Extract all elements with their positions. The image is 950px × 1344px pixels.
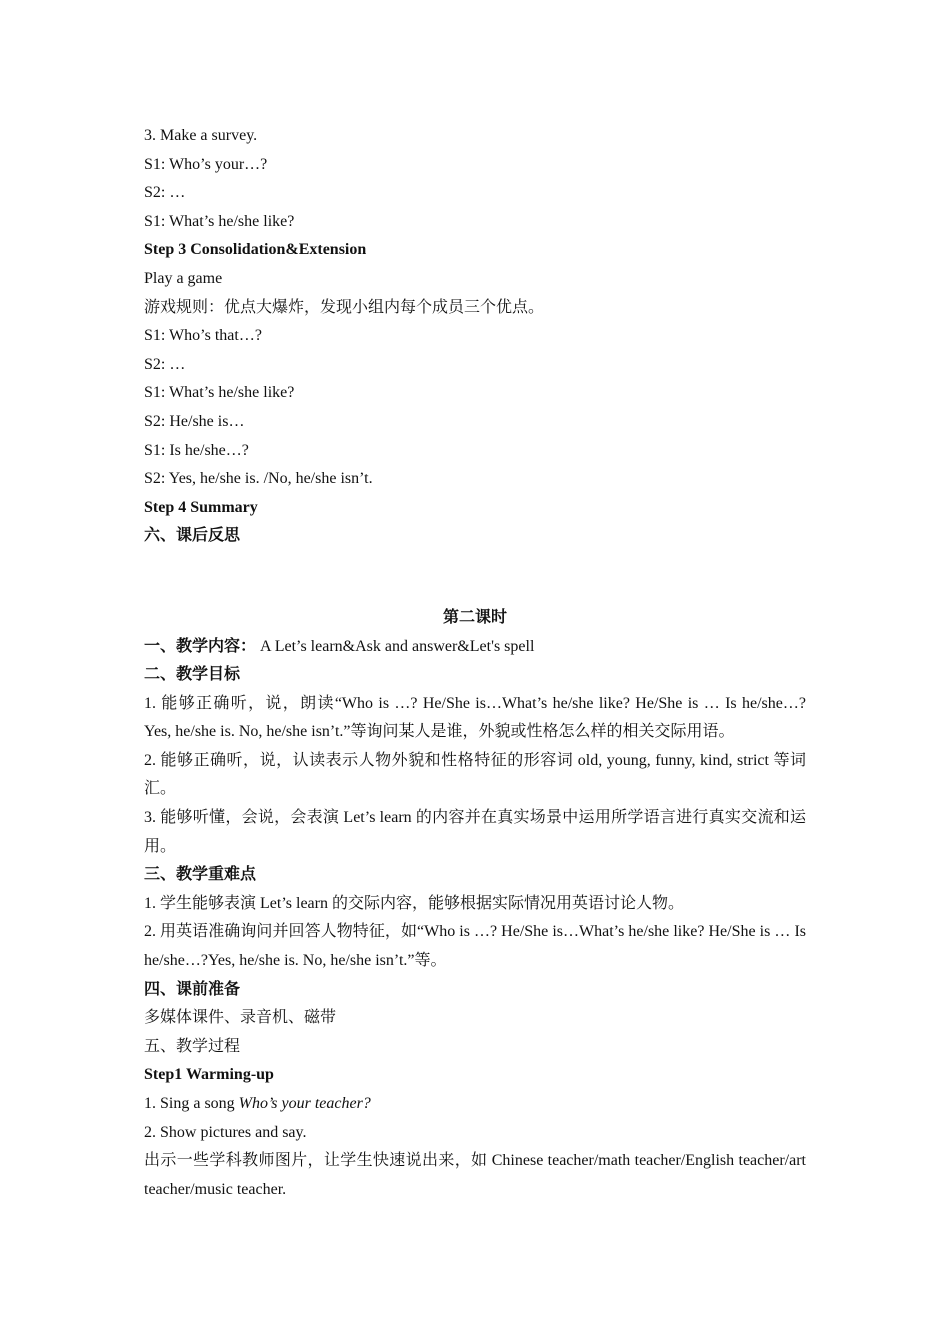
step3-heading: Step 3 Consolidation&Extension xyxy=(144,241,367,259)
dialogue-line: S2: He/she is… xyxy=(144,412,245,430)
goals-heading: 二、教学目标 xyxy=(144,666,241,684)
teaching-content-label: 一、教学内容： xyxy=(144,637,257,655)
dialogue-line: S1: What’s he/she like? xyxy=(144,212,295,230)
document-body xyxy=(144,122,806,1204)
show-pictures-description: 出示一些学科教师图片，让学生快速说出来，如 Chinese teacher/math teacher/English teacher/art teacher/music teacher. xyxy=(144,1152,806,1198)
goal-item: 3. 能够听懂，会说，会表演 Let’s learn 的内容并在真实场景中运用所学语言进行真实交流和运用。 xyxy=(144,809,806,855)
show-pictures-line: 2. Show pictures and say. xyxy=(144,1123,307,1141)
dialogue-line: S1: What’s he/she like? xyxy=(144,384,295,402)
lesson-title: 第二课时 xyxy=(442,608,507,626)
dialogue-line: S1: Who’s that…? xyxy=(144,327,262,345)
step1-heading: Step1 Warming-up xyxy=(144,1066,274,1084)
play-game-line: Play a game xyxy=(144,269,223,287)
teaching-content-line xyxy=(144,633,806,662)
section-gap xyxy=(144,551,806,604)
dialogue-line: S1: Who’s your…? xyxy=(144,155,268,173)
process-heading: 五、教学过程 xyxy=(144,1037,241,1055)
sing-song-prefix: 1. Sing a song xyxy=(144,1095,239,1112)
game-rule-line: 游戏规则：优点大爆炸，发现小组内每个成员三个优点。 xyxy=(144,298,545,316)
preparation-heading: 四、课前准备 xyxy=(144,980,241,998)
preparation-text: 多媒体课件、录音机、磁带 xyxy=(144,1009,337,1027)
key-point-item: 1. 学生能够表演 Let’s learn 的交际内容，能够根据实际情况用英语讨论人物。 xyxy=(144,894,684,912)
dialogue-line: S2: … xyxy=(144,355,186,373)
goal-item: 1. 能够正确听，说，朗读“Who is …? He/She is…What’s he/she like? He/She is … Is he/she…? Yes, he/she is. No, he/she isn’t.”等询问某人是谁，外貌或性格怎么样的相关交际用语。 xyxy=(144,694,806,741)
reflection-heading: 六、课后反思 xyxy=(144,527,241,545)
song-title: Who’s your teacher? xyxy=(238,1095,371,1112)
sing-song-line xyxy=(144,1090,806,1119)
survey-line: 3. Make a survey. xyxy=(144,127,258,144)
key-points-heading: 三、教学重难点 xyxy=(144,866,257,884)
teaching-content-text: A Let’s learn&Ask and answer&Let's spell xyxy=(256,637,535,655)
goal-item: 2. 能够正确听，说，认读表示人物外貌和性格特征的形容词 old, young, funny, kind, strict 等词汇。 xyxy=(144,751,806,798)
dialogue-line: S2: Yes, he/she is. /No, he/she isn’t. xyxy=(144,470,373,488)
key-point-item: 2. 用英语准确询问并回答人物特征，如“Who is …? He/She is…What’s he/she like? He/She is … Is he/she…?Yes, he/she is. No, he/she isn’t.”等。 xyxy=(144,923,806,970)
dialogue-line: S1: Is he/she…? xyxy=(144,441,249,459)
dialogue-line: S2: … xyxy=(144,184,186,202)
step4-heading: Step 4 Summary xyxy=(144,498,258,516)
